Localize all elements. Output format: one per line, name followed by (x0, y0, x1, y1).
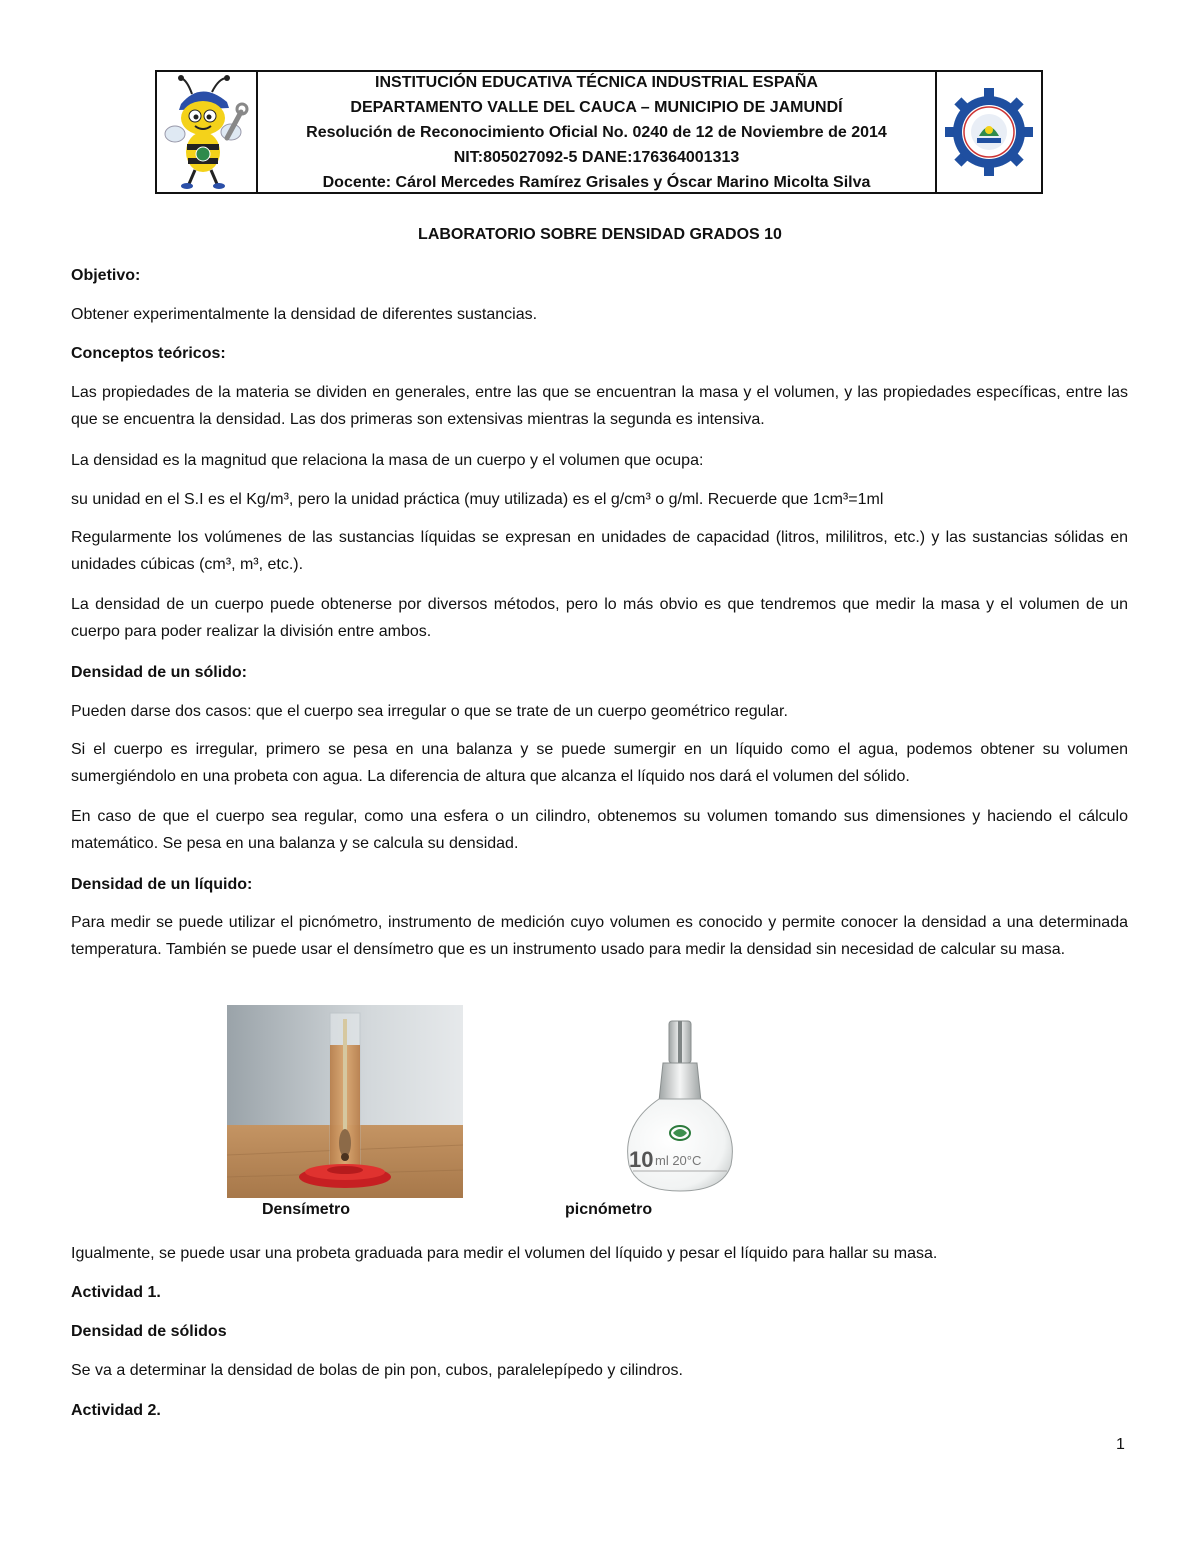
right-logo-cell (935, 72, 1041, 192)
liquido-paragraph-1: Para medir se puede utilizar el picnómetro, instrumento de medición cuyo volumen es conocido y permite conocer la densidad a una determinada temperatura. También se puede usar el densímetro que es un instrumento usado para medir la densidad sin necesidad de calcular su masa. (71, 914, 1128, 958)
actividad1-heading: Actividad 1. (71, 1284, 161, 1301)
conceptos-paragraph-2: La densidad es la magnitud que relaciona la masa de un cuerpo y el volumen que ocupa: (71, 452, 704, 469)
actividad2-heading: Actividad 2. (71, 1402, 161, 1419)
conceptos-heading: Conceptos teóricos: (71, 345, 226, 362)
conceptos-paragraph-5: La densidad de un cuerpo puede obtenerse por diversos métodos, pero lo más obvio es que tendremos que medir la masa y el volumen de un cuerpo para poder realizar la división entre ambos. (71, 596, 1128, 640)
header-text (258, 72, 935, 192)
picnometro-photo (603, 1005, 765, 1193)
liquido-paragraph-2: Igualmente, se puede usar una probeta graduada para medir el volumen del líquido y pesar el líquido para hallar su masa. (71, 1245, 938, 1262)
department-line: DEPARTAMENTO VALLE DEL CAUCA – MUNICIPIO DE JAMUNDÍ (350, 98, 843, 116)
densimetro-photo (227, 1005, 463, 1198)
conceptos-paragraph-1: Las propiedades de la materia se dividen en generales, entre las que se encuentran la masa y el volumen, y las propiedades específicas, entre las que se encuentra la densidad. Las dos primeras son extensivas mientras la segunda es intensiva. (71, 384, 1128, 428)
conceptos-paragraph-3: su unidad en el S.I es el Kg/m³, pero la unidad práctica (muy utilizada) es el g/cm³ o g/ml. Recuerde que 1cm³=1ml (71, 491, 884, 508)
resolution-line: Resolución de Reconocimiento Oficial No. 0240 de 12 de Noviembre de 2014 (306, 123, 887, 141)
bee-mascot-icon (157, 72, 256, 192)
teachers-line: Docente: Cárol Mercedes Ramírez Grisales y Óscar Marino Micolta Silva (322, 173, 871, 191)
solido-heading: Densidad de un sólido: (71, 664, 248, 681)
densimetro-caption: Densímetro (262, 1201, 351, 1218)
institution-name: INSTITUCIÓN EDUCATIVA TÉCNICA INDUSTRIAL ESPAÑA (375, 73, 818, 91)
left-logo-cell (157, 72, 258, 192)
picnometro-caption: picnómetro (565, 1201, 653, 1218)
objetivo-text: Obtener experimentalmente la densidad de diferentes sustancias. (71, 306, 538, 323)
document-title: LABORATORIO SOBRE DENSIDAD GRADOS 10 (418, 226, 782, 243)
actividad1-subheading: Densidad de sólidos (71, 1323, 227, 1340)
solido-paragraph-1: Pueden darse dos casos: que el cuerpo sea irregular o que se trate de un cuerpo geométrico regular. (71, 703, 788, 720)
liquido-heading: Densidad de un líquido: (71, 876, 253, 893)
picnometro-unit-label: ml 20°C (655, 1153, 702, 1168)
solido-paragraph-3: En caso de que el cuerpo sea regular, como una esfera o un cilindro, obtenemos su volumen tomando sus dimensiones y haciendo el cálculo matemático. Se pesa en una balanza y se calcula su densidad. (71, 808, 1128, 852)
conceptos-paragraph-4: Regularmente los volúmenes de las sustancias líquidas se expresan en unidades de capacidad (litros, mililitros, etc.) y las sustancias sólidas en unidades cúbicas (cm³, m³, etc.). (71, 529, 1128, 573)
solido-paragraph-2: Si el cuerpo es irregular, primero se pesa en una balanza y se puede sumergir en un líquido como el agua, podemos obtener su volumen sumergiéndolo en una probeta con agua. La diferencia de altura que alcanza el líquido nos dará el volumen del sólido. (71, 741, 1128, 785)
page-number: 1 (1116, 1436, 1125, 1453)
gear-seal-icon (937, 72, 1041, 192)
actividad1-text: Se va a determinar la densidad de bolas de pin pon, cubos, paralelepípedo y cilindros. (71, 1362, 683, 1379)
picnometro-volume-label: 10 (629, 1147, 654, 1172)
institution-header (155, 70, 1043, 194)
nit-dane-line: NIT:805027092-5 DANE:176364001313 (453, 148, 740, 166)
objetivo-heading: Objetivo: (71, 267, 141, 284)
